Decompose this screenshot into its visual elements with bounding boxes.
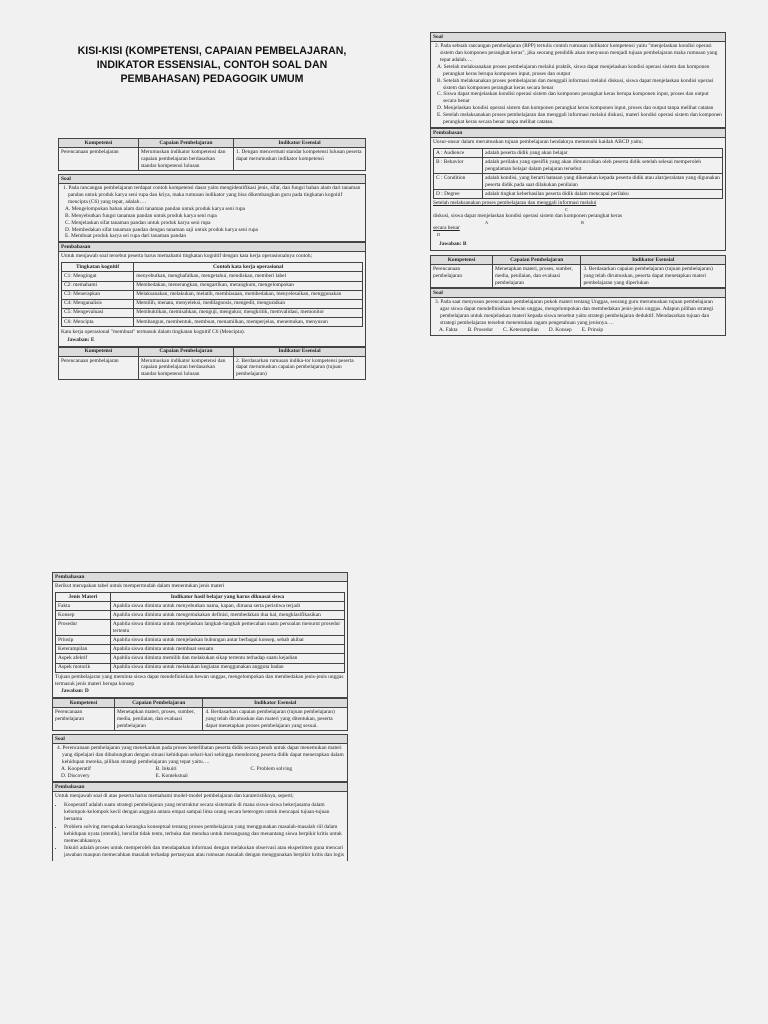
table-cell: Membedakan, menerangkan, mengartikan, merangkum, mengelompokan (134, 281, 363, 290)
table-row (56, 663, 345, 672)
pembahasan-2 (430, 138, 726, 251)
col-indikator: Indikator Esensial (203, 699, 348, 708)
table-row (434, 174, 723, 190)
table-cell: Prosedur (56, 620, 111, 636)
kompetensi-table-2 (58, 347, 366, 380)
table-cell: adalah peserta didik yang akan belajar (483, 148, 723, 157)
table-cell: D : Degree (434, 190, 483, 199)
soal-4 (52, 744, 348, 782)
table-cell: 3. Berdasarkan capaian pembelajaran (tujuan pembelajaran) yang telah dirumuskan, peserta dapat menetapkan materi pembelajaran yang diperlukan (581, 265, 726, 288)
answer: Jawaban: D (61, 688, 89, 695)
table-cell: Apabila siswa diminta untuk menyebutkan nama, kapan, dimana serta peristiwa terjadi (110, 602, 344, 611)
list-item: • Inkuiri adalah proses untuk memperoleh dan mendapatkan informasi dengan melakukan observasi atau eksperimen guna mencari jawaban maupun memecahkan masalah terhadap pertanyaan atau rumusan masalah dengan menggunakan berpikir kritis dan logis (64, 845, 345, 859)
kompetensi-table-3 (430, 255, 726, 288)
table-cell: Keterampilan (56, 645, 111, 654)
pembahasan-intro: Unsur-unsur dalam merumuskan tujuan pembelajaran hendaknya memenuhi kaidah ABCD yaitu; (433, 139, 643, 146)
option-c: C. Keterampilan (503, 326, 539, 333)
option-e: E. Membuat produk karya sei rupa dari tanaman pandan (65, 233, 187, 240)
col-kompetensi: Kompetensi (59, 347, 139, 356)
table-cell: Aspek motorik (56, 663, 111, 672)
table-cell: C6: Mencipta (62, 317, 134, 326)
col-indikator-hasil: Indikator hasil belajar yang harus dikuasai siswa (110, 593, 344, 602)
letter-label: B (581, 220, 584, 226)
kompetensi-table-1 (58, 138, 366, 171)
table-row (56, 654, 345, 663)
col-kompetensi: Kompetensi (431, 256, 493, 265)
soal-heading: Soal (430, 288, 726, 298)
list-item: • Kooperatif adalah suatu strategi pembelajaran yang terstruktur secara sistematis di mana siswa-siswa bekerjasama dalam kelompok-kelompok kecil dengan anggota antara empat sampai lima orang secara heterogen untuk mencapai tujuan-tujuan bersama (64, 802, 345, 823)
pembahasan-intro: Berikut merupakan tabel untuk mempermudah dalam menentukan jenis materi (55, 583, 225, 590)
abcd-table (433, 148, 723, 199)
soal-heading: Soal (430, 32, 726, 42)
option-c: C. Siswa dapat menjelaskan kondisi operasi sistem dan komponen perangkat keras berupa komponen input, proses dan output secara benar (437, 91, 709, 105)
option-d: D. Membedakan sifat tanaman pandan dengan tanaman saji untuk produk karya seni rupa (65, 226, 258, 233)
table-cell: C4: Menganalisis (62, 299, 134, 308)
option-b: B. Menyebutkan fungsi tanaman pandan untuk produk karya seni rupa (65, 212, 217, 219)
table-cell: Perencanaan pembelajaran (59, 356, 139, 379)
table-cell: Perencanaan pembelajaran (53, 708, 115, 731)
example-line: diskusi, siswa dapat menjelaskan kondisi operasi sistem dan komponen perangkat keras (433, 213, 623, 220)
table-cell: Apabila siswa diminta untuk melakukan kegiatan menggunakan anggota badan (110, 663, 344, 672)
table-cell: 2. Berdasarkan rumusan indika-tor kompetensi peserta dapat merumuskan capaian pembelajaran (tujuan pembelajaran) (233, 356, 365, 379)
table-row (56, 636, 345, 645)
table-row (56, 602, 345, 611)
question-text: 1. Pada rancangan pembelajaran terdapat contoh kompetensi dasar yaitu mengidentifikasi jenis, sifat, dan fungsi bahan alam dari tanaman pandan untuk produk karya seni rupa dan kriya, maka rumusan indikator yang bisa dikembangkan guru pada tingkatan kognitif mencipta (C6) yang tepat, adalah…. (63, 185, 361, 205)
table-row (56, 611, 345, 620)
table-row (56, 645, 345, 654)
list-item: • Problem solving merupakan kerangka konseptual tentang proses pembelajaran yang menggunakan masalah-masalah riil dalam kehidupan nyata (otentik), bersifat tidak tentu, terbuka dan mendua untuk merangsang dan menantang siswa berpikir kritis untuk memecahkannya. (64, 824, 345, 845)
table-cell: 1. Dengan mencermati standar kompetensi lulusan peserta dapat merumuskan indikator kompetensi (233, 148, 365, 171)
table-cell: adalah tingkat keberhasilan peserta didik dalam mencapai perilaku (483, 190, 723, 199)
soal-heading: Soal (52, 734, 348, 744)
table-cell: Merumuskan indikator kompetensi dan capaian pembelajaran berdasarkan standar kompetensi lulusan (138, 356, 233, 379)
table-cell: C5: Mengevaluasi (62, 308, 134, 317)
pembahasan-heading: Pembahasan (52, 572, 348, 582)
pembahasan-heading: Pembahasan (58, 242, 366, 252)
option-b: B. Setelah melaksanakan proses pembelajaran dan menggali informasi melalui diskusi, siswa dapat menjelaskan kondisi operasi sistem dan komponen perangkat keras secara benar (437, 77, 714, 91)
table-cell: Prinsip (56, 636, 111, 645)
pembahasan-closing: Kata kerja operasional "membuat" termasuk dalam tingkatan kognitif C6 (Mencipta). (61, 329, 246, 335)
page-title: KISI-KISI (KOMPETENSI, CAPAIAN PEMBELAJARAN, INDIKATOR ESSENSIAL, CONTOH SOAL DAN PEMBAHASAN) PEDAGOGIK UMUM (77, 45, 347, 86)
table-cell: Memilih, menata, menyeleksi, medilagnosis, mengedit, menguraikan (134, 299, 363, 308)
table-cell: adalah kondisi, yang berarti batasan yang dikenakan kepada peserta didik atau alat/peralatan yang digunakan peserta didik pada saat dilakukan penilaian (483, 174, 723, 190)
pembahasan-1 (58, 252, 366, 346)
option-a: A. Mengelompokan bahan alam dari tanaman pandan untuk produk karya seni rupa (65, 205, 245, 212)
col-capaian: Capaian Pembelajaran (138, 139, 233, 148)
kompetensi-table-4 (52, 698, 348, 731)
table-row (62, 281, 363, 290)
table-cell: C3: Menerapkan (62, 290, 134, 299)
col-indikator: Indikator Esensial (581, 256, 726, 265)
abcd-example (433, 200, 723, 240)
pembahasan-intro: Untuk menjawab soal tersebut peserta harus memahami tingkatan kognitif dengan kata kerja operasionalnya contoh; (61, 253, 313, 260)
table-cell: adalah perilaku yang spesifik yang akan dimunculkan oleh peserta didik setelah selesai memperoleh pengalaman belajar dalam pelajaran tersebut (483, 158, 723, 174)
table-cell: Apabila siswa diminta untuk menjelaskan langkah-langkah pemecahan suatu persoalan menurut prosedur tertentu (110, 620, 344, 636)
question-text: 4. Perencanaan pembelajaran yang menekankan pada proses keterlibatan peserta didik secara penuh untuk dapat menemukan materi yang dipelajari dan dihubungkan dengan situasi kehidupan sehari-hari sehingga mendorong peserta didik dapat menerapkan dalam kehidupan mereka, pilihan strategi pembelajaran yang tepat yaitu…. (57, 745, 344, 766)
table-row (62, 272, 363, 281)
table-row (62, 308, 363, 317)
table-cell: Melaksanakan, melakukan, melatih, membiasaan, membedakan, menyelesaikan, menggunakan (134, 290, 363, 299)
table-cell: Apabila siswa diminta untuk membuat sesuatu (110, 645, 344, 654)
table-row (62, 299, 363, 308)
table-cell: Apabila siswa diminta untuk menjelaskan hubungan antar berbagai konsep, sebab akibat (110, 636, 344, 645)
option-e: E. Kontekstual (155, 773, 188, 780)
option-b: B. Inkuiri (155, 766, 177, 773)
option-a: A. Setelah melaksanakan proses pembelajaran melalui praktik, siswa dapat menjelaskan kondisi operasi sistem dan komponen perangkat keras berupa komponen input, proses dan output (437, 63, 710, 77)
soal-3 (430, 298, 726, 336)
option-grid (55, 766, 345, 780)
table-cell: C : Condition (434, 174, 483, 190)
letter-label: D (437, 232, 441, 238)
answer: Jawaban: E (67, 336, 95, 343)
option-a: A. Kooperatif (61, 766, 91, 773)
col-tingkatan: Tingkatan kognitif (62, 263, 134, 272)
document-page-3 (52, 572, 348, 1024)
table-cell: 4. Berdasarkan capaian pembelajaran (tujuan pembelajaran) yang telah dirumuskan dan materi yang ditentukan, peserta dapat menetapkan proses pembelajaran yang sesuai. (203, 708, 348, 731)
table-cell: Menetapkan materi, proses, sumber, media, penilaian, dan evaluasi pembelajaran (114, 708, 203, 731)
table-cell: Perencanaan pembelajaran (431, 265, 493, 288)
example-line: secara benar (433, 225, 460, 232)
table-cell: Apabila siswa diminta memilih dan melakukan sikap tertentu terhadap suatu kejadian (110, 654, 344, 663)
table-cell: Membangun, membentuk, membuat, menamilkan, memperjelas, menemukan, menyusun (134, 317, 363, 326)
soal-1 (58, 184, 366, 242)
table-cell: Menetapkan materi, proses, sumber, media, penilaian, dan evaluasi pembelajaran (492, 265, 581, 288)
soal-heading: Soal (58, 174, 366, 184)
option-a: A. Fakta (439, 326, 458, 333)
question-text: 3. Pada saat menyusun perencanaan pembelajaran pokok materi tentang Unggas, seorang guru merumuskan tujuan pembelajaran agar siswa dapat mendefinisikan hewan unggas, mengelompokan dan membedakan jenis-jenis unggas. Adapun pilihan strategi pembelajaran untuk menjelaskan materi kepada siswa tersebut yaitu strategi pembelajaran deduktif. Mendasarkan tujuan dan strategi pembelajaran tersebut menentukan ragam pengetahuan yang jenisnya…. (435, 299, 714, 326)
option-c: C. Menjelaskan sifat tanaman pandan untuk produk karya seni rupa (65, 219, 211, 226)
pembahasan-heading: Pembahasan (52, 782, 348, 792)
col-capaian: Capaian Pembelajaran (114, 699, 203, 708)
answer: Jawaban: B (439, 241, 467, 248)
table-cell: Fakta (56, 602, 111, 611)
option-e: E. Setelah melaksanakan proses pembelajaran dan menggali informasi melalui diskusi, materi kondisi operasi sistem dan komponen perangkat keras secara benar tanpa melihat catatan. (437, 112, 722, 126)
table-row (62, 317, 363, 326)
table-row (434, 190, 723, 199)
option-e: E. Prinsip (581, 326, 604, 333)
table-row (434, 158, 723, 174)
table-cell: Konsep (56, 611, 111, 620)
letter-label: C (565, 207, 568, 213)
col-kata-kerja: Contoh kata kerja operasional (134, 263, 363, 272)
col-indikator: Indikator Esensial (233, 139, 365, 148)
table-cell: Perencanaan pembelajaran (59, 148, 139, 171)
table-cell: A : Audience (434, 148, 483, 157)
table-cell: B : Behavior (434, 158, 483, 174)
question-text: 2. Pada sebuah rancangan pembelajaran (RPP) tertulis contoh rumusan indikator kompetensi yaitu "menjelaskan kondisi operasi sistem dan komponen perangkat keras", jika seorang pendidik akan menyusun menjadi tujuan pembelajaran maka rumusan yang tepat adalah…. (435, 43, 718, 63)
option-row (433, 327, 723, 334)
pembahasan-4 (52, 792, 348, 861)
table-cell: menyebutkan, menghafalkan, mengetahui, mendiskan, memberi label (134, 272, 363, 281)
pembahasan-heading: Pembahasan (430, 128, 726, 138)
table-cell: C2: memahami (62, 281, 134, 290)
table-cell: C1: Mengingat (62, 272, 134, 281)
letter-label: A (485, 220, 489, 226)
strategy-list (55, 802, 345, 859)
jenis-materi-table (55, 592, 345, 673)
col-kompetensi: Kompetensi (53, 699, 115, 708)
example-line: Setelah melaksanakan proses pembelajaran dan menggali informasi melalui (433, 200, 597, 207)
table-cell: Apabila siswa diminta untuk mengemukakan definisi, membedakan dua hal, mengklasifikasikan (110, 611, 344, 620)
document-page-2 (430, 32, 726, 472)
table-row (56, 620, 345, 636)
table-cell: Membuktikan, memisahkan, menguji, mengukur, mengkritik, memvalidasi, memonitor (134, 308, 363, 317)
col-jenis-materi: Jenis Materi (56, 593, 111, 602)
option-d: D. Konsep (548, 326, 572, 333)
option-c: C. Problem solving (250, 766, 293, 773)
document-page-1 (58, 28, 366, 468)
table-cell: Merumuskan indikator kompetensi dan capaian pembelajaran berdasarkan standar kompetensi lulusan (138, 148, 233, 171)
pembahasan-intro: Untuk menjawab soal di atas peserta harus memahami model-model pembelajaran dan karateristiknya, seperti; (55, 793, 294, 800)
col-indikator: Indikator Esensial (233, 347, 365, 356)
table-row (62, 290, 363, 299)
table-cell: Aspek afektif (56, 654, 111, 663)
col-capaian: Capaian Pembelajaran (492, 256, 581, 265)
option-b: B. Prosedur (467, 326, 494, 333)
pembahasan-text: Tujuan pembelajaran yang meminta siswa dapat mendefinisikan hewan unggas, mengelompokan dan membedakan jenis-jenis unggas termasuk jenis materi berupa konsep (55, 673, 344, 687)
soal-2 (430, 42, 726, 128)
col-kompetensi: Kompetensi (59, 139, 139, 148)
kognitif-table (61, 262, 363, 327)
option-d: D. Menjelaskan kondisi operasi sistem dan komponen perangkat keras komponen input, proses dan output tanpa melihat catatan (437, 105, 714, 112)
table-row (434, 148, 723, 157)
pembahasan-3 (52, 582, 348, 698)
col-capaian: Capaian Pembelajaran (138, 347, 233, 356)
option-d: D. Discovery (61, 773, 90, 780)
